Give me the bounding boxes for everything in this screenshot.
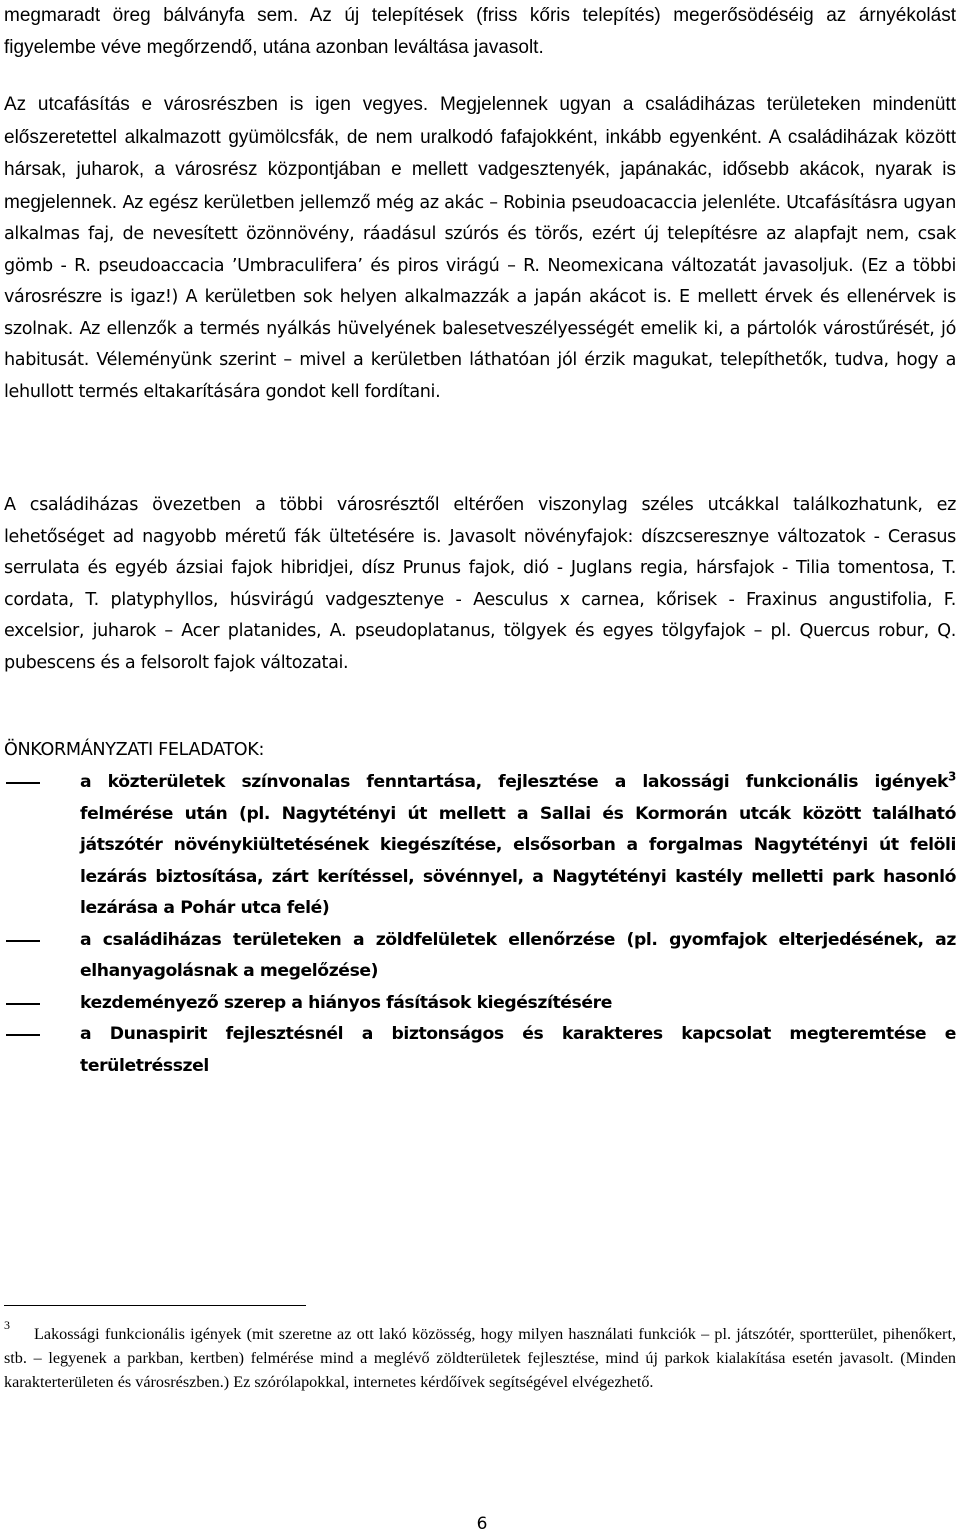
page-number: 6 — [476, 1514, 488, 1534]
paragraph-intro: megmaradt öreg bálványfa sem. Az új telepítések (friss kőris telepítés) megerősödéséig az árnyékolást figyelembe véve megőrzendő, utána azonban leváltása javasolt. — [4, 5, 956, 58]
task-lead: a családiházas területeken a zöldfelületek ellenőrzése (pl. gyomfajok elterjedésének, az elhanyagolásnak a megelőzése) — [80, 929, 956, 981]
paragraph-street-trees-part2: Az egész kerületben jellemző még az akác – Robinia pseudoacaccia jelenléte. Utcafásításra ugyan alkalmas faj, de nevesített özönnövény, ráadásul szúrós és törős, ezért új telepítésre az alapfajt nem, csak gömb - R. pseudoaccacia ’Umbraculifera’ és piros virágú – R. Neomexicana változatát javasoljuk. (Ez a többi városrészre is igaz!) A kerületben sok helyen alkalmazzák a japán akácot is. E mellett érvek és ellenérvek is szolnak. Az ellenzők a termés nyálkás hüvelyének balesetveszélyességét emelik ki, a pártolók várostűrését, jó habitusát. Véleményünk szerint – mivel a kerületben láthatóan jól érzik magukat, telepíthetők, tudva, hogy a lehullott termés eltakarítására gondot kell fordítani. — [4, 192, 956, 402]
task-item — [4, 925, 956, 988]
dash-bullet-icon — [6, 1034, 40, 1036]
task-rest: felmérése után (pl. Nagytétényi út mellett a Sallai és Kormorán utcák között található játszótér növénykiültetésének kiegészítése, elsősorban a forgalmas Nagytétényi út felöli lezárás biztosítása, zárt kerítéssel, sövénnyel, a Nagytétényi kastély melletti park hasonló lezárása a Pohár utca felé) — [80, 803, 956, 918]
footnote-number: 3 — [4, 1318, 10, 1332]
tasks-heading: ÖNKORMÁNYZATI FELADATOK: — [4, 740, 265, 760]
paragraph-street-trees — [4, 89, 956, 408]
task-item — [4, 1019, 956, 1082]
footnote-separator — [4, 1305, 306, 1306]
paragraph-street-trees-part1: Az utcafásítás e városrészben is igen vegyes. Megjelennek ugyan a családiházas területeken mindenütt előszeretettel alkalmazott gyümölcsfák, de nem uralkodó fafajokként, inkább egyenként. A családiházak között hársak, juharok, a városrész központjában e mellett vadgesztenyék, japánakác, idősebb akácok, nyarak is megjelennek. — [4, 94, 956, 213]
task-item — [4, 988, 956, 1020]
dash-bullet-icon — [6, 782, 40, 784]
dash-bullet-icon — [6, 1003, 40, 1005]
footnote-text: Lakossági funkcionális igények (mit szeretne az ott lakó közösség, hogy milyen használati funkciók – pl. játszótér, sportterület, pihenőkert, stb. – legyenek a parkban, kertben) felmérése mind a meglévő zöldterületek fejlesztése, mind új parkok kialakítása esetén javasolt. (Minden karakterterületen és városrészben.) Ez szórólapokkal, internetes kérdőívek segítségével elvégezhető. — [4, 1325, 956, 1391]
task-lead: a Dunaspirit fejlesztésnél a biztonságos és karakteres kapcsolat megteremtése e területrésszel — [80, 1024, 956, 1076]
paragraph-species: A családiházas övezetben a többi városrésztől eltérően viszonylag széles utcákkal találkozhatunk, ez lehetőséget ad nagyobb méretű fák ültetésére is. Javasolt növényfajok: díszcseresznye változatok - Cerasus serrulata és egyéb ázsiai fajok hibridjei, dísz Prunus fajok, dió - Juglans regia, hársfajok - Tilia tomentosa, T. cordata, T. platyphyllos, húsvirágú vadgesztenye - Aesculus x carnea, kőrisek - Fraxinus angustifolia, F. excelsior, juharok – Acer platanides, A. pseudoplatanus, tölgyek és egyes tölgyfajok – pl. Quercus robur, Q. pubescens és a felsorolt fajok változatai. — [4, 495, 956, 673]
footnote-reference[interactable]: 3 — [948, 769, 956, 784]
dash-bullet-icon — [6, 940, 40, 942]
tasks-list — [4, 767, 956, 1082]
task-item — [4, 767, 956, 925]
task-lead: kezdeményező szerep a hiányos fásítások kiegészítésére — [80, 992, 612, 1013]
task-lead: a közterületek színvonalas fenntartása, fejlesztése a lakossági funkcionális igények — [80, 772, 949, 792]
